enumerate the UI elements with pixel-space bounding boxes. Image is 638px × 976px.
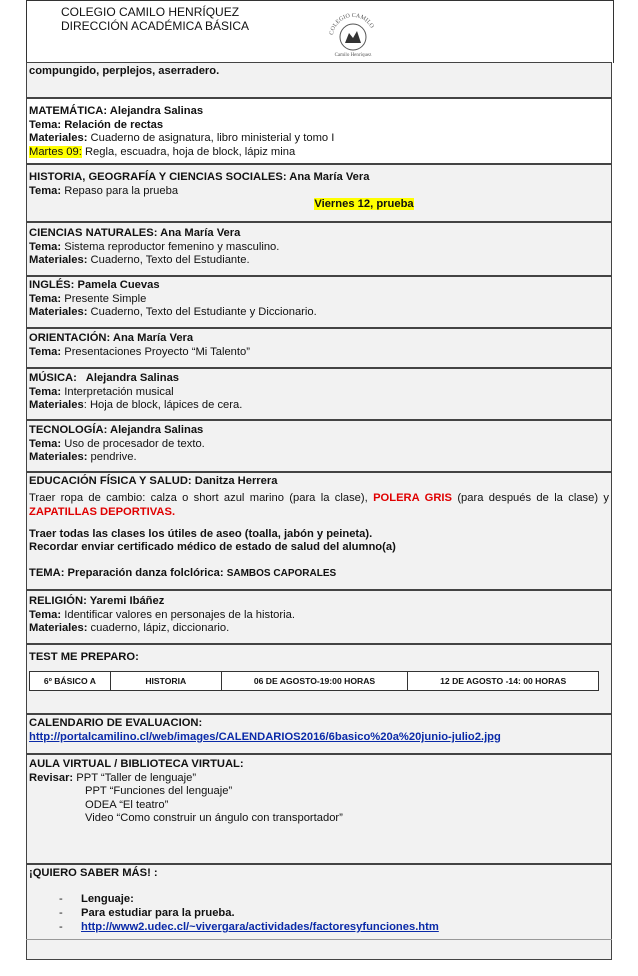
- ciencias-materiales: Cuaderno, Texto del Estudiante.: [87, 254, 250, 267]
- tecnologia-tema: Uso de procesador de texto.: [61, 437, 205, 450]
- section-religion: [26, 590, 612, 644]
- historia-tema: Repaso para la prueba: [61, 184, 179, 197]
- historia-prueba-note: Viernes 12, prueba: [314, 198, 414, 211]
- educacion-zapatillas: ZAPATILLAS DEPORTIVAS.: [29, 505, 176, 518]
- religion-tema: Identificar valores en personajes de la historia.: [61, 608, 295, 621]
- section-tecnologia: [26, 420, 612, 472]
- school-name: COLEGIO CAMILO HENRÍQUEZ: [61, 5, 240, 19]
- historia-title: HISTORIA, GEOGRAFÍA Y CIENCIAS SOCIALES: Ana María Vera: [29, 171, 370, 183]
- section-musica: [26, 368, 612, 420]
- section-historia: [26, 164, 612, 222]
- ingles-tema-label: Tema:: [29, 292, 62, 305]
- section-ingles: [26, 276, 612, 328]
- aula-revisar-label: Revisar:: [29, 771, 74, 784]
- section-calendario: [26, 714, 612, 754]
- matematica-tema: Tema: Relación de rectas: [29, 118, 164, 131]
- quiero-list: [29, 892, 609, 934]
- religion-materiales-label: Materiales:: [29, 622, 88, 635]
- educacion-text1: Traer ropa de cambio: calza o short azul marino (para la clase),: [29, 491, 374, 504]
- test-subject: HISTORIA: [111, 672, 222, 690]
- orientacion-tema: Presentaciones Proyecto “Mi Talento”: [61, 345, 250, 358]
- educacion-certificado: Recordar enviar certificado médico de estado de salud del alumno(a): [29, 541, 396, 554]
- musica-title: MÚSICA: Alejandra Salinas: [29, 372, 180, 384]
- tecnologia-materiales: pendrive.: [87, 451, 137, 464]
- test-course: 6º BÁSICO A: [30, 672, 111, 690]
- musica-tema-label: Tema:: [29, 385, 62, 398]
- section-test: [26, 644, 612, 714]
- musica-materiales-label: Materiales: [29, 399, 84, 412]
- ciencias-materiales-label: Materiales:: [29, 254, 88, 267]
- matematica-martes: Regla, escuadra, hoja de block, lápiz mina: [81, 145, 296, 158]
- section-ciencias: [26, 222, 612, 276]
- quiero-link[interactable]: http://www2.udec.cl/~vivergara/actividades/factoresyfunciones.htm: [81, 920, 439, 933]
- test-table-row: [29, 671, 599, 691]
- aula-item: PPT “Taller de lenguaje”: [76, 771, 197, 784]
- quiero-link-item: [59, 920, 609, 934]
- matematica-materiales-label: Materiales:: [29, 132, 88, 145]
- ciencias-tema: Sistema reproductor femenino y masculino.: [61, 240, 280, 253]
- matematica-materiales: Cuaderno de asignatura, libro ministerial y tomo I: [87, 132, 335, 145]
- educacion-polera: POLERA GRIS: [373, 491, 452, 504]
- vocab-section: [26, 62, 612, 98]
- ciencias-tema-label: Tema:: [29, 240, 62, 253]
- test-title: TEST ME PREPARO:: [29, 651, 139, 663]
- aula-item: Video “Como construir un ángulo con transportador”: [85, 812, 343, 825]
- section-orientacion: [26, 328, 612, 368]
- ingles-materiales: Cuaderno, Texto del Estudiante y Diccionario.: [87, 306, 317, 319]
- calendario-title: CALENDARIO DE EVALUACION:: [29, 717, 203, 729]
- aula-item: ODEA “El teatro”: [85, 798, 169, 811]
- section-quiero-saber: [26, 864, 612, 960]
- svg-text:Camilo Henríquez: Camilo Henríquez: [334, 53, 372, 58]
- department-name: DIRECCIÓN ACADÉMICA BÁSICA: [61, 19, 250, 33]
- vocab-line: compungido, perplejos, aserradero.: [29, 65, 220, 77]
- musica-tema: Interpretación musical: [61, 385, 174, 398]
- ciencias-title: CIENCIAS NATURALES: Ana María Vera: [29, 227, 241, 239]
- section-matematica: [26, 98, 612, 164]
- educacion-tema-label: TEMA: Preparación danza folclórica:: [29, 566, 224, 579]
- musica-materiales: : Hoja de block, lápices de cera.: [83, 399, 243, 412]
- orientacion-title: ORIENTACIÓN: Ana María Vera: [29, 332, 194, 344]
- educacion-title: EDUCACIÓN FÍSICA Y SALUD: Danitza Herrera: [29, 475, 278, 487]
- educacion-tema: SAMBOS CAPORALES: [226, 567, 337, 579]
- educacion-aseo: Traer todas las clases los útiles de aseo (toalla, jabón y peineta).: [29, 527, 373, 540]
- calendario-link[interactable]: http://portalcamilino.cl/web/images/CALENDARIOS2016/6basico%20a%20junio-julio2.jpg: [29, 730, 501, 743]
- orientacion-tema-label: Tema:: [29, 345, 62, 358]
- religion-materiales: cuaderno, lápiz, diccionario.: [87, 622, 230, 635]
- tecnologia-materiales-label: Materiales:: [29, 451, 88, 464]
- matematica-martes-label: Martes 09:: [29, 145, 82, 158]
- quiero-item: - Lenguaje:: [59, 892, 609, 906]
- section-educacion-fisica: [26, 472, 612, 590]
- document-header: [26, 0, 614, 63]
- aula-item: PPT “Funciones del lenguaje”: [85, 785, 233, 798]
- test-end: 12 DE AGOSTO -14: 00 HORAS: [440, 676, 567, 686]
- ingles-title: INGLÉS: Pamela Cuevas: [29, 279, 160, 291]
- school-seal-logo: [323, 7, 383, 59]
- quiero-title: ¡QUIERO SABER MÁS! :: [29, 867, 158, 879]
- section-divider: [26, 939, 612, 940]
- aula-title: AULA VIRTUAL / BIBLIOTECA VIRTUAL:: [29, 758, 244, 770]
- religion-title: RELIGIÓN: Yaremi Ibáñez: [29, 595, 165, 607]
- svg-text:COLEGIO CAMILO: COLEGIO CAMILO: [329, 12, 375, 36]
- tecnologia-title: TECNOLOGÍA: Alejandra Salinas: [29, 424, 204, 436]
- quiero-item: - Para estudiar para la prueba.: [59, 906, 609, 920]
- tecnologia-tema-label: Tema:: [29, 437, 62, 450]
- religion-tema-label: Tema:: [29, 608, 62, 621]
- ingles-materiales-label: Materiales:: [29, 306, 88, 319]
- historia-tema-label: Tema:: [29, 184, 62, 197]
- section-aula-virtual: [26, 754, 612, 864]
- educacion-text2: (para después de la clase) y: [451, 491, 610, 504]
- ingles-tema: Presente Simple: [61, 292, 147, 305]
- matematica-title: MATEMÁTICA: Alejandra Salinas: [29, 105, 204, 117]
- test-start: 06 DE AGOSTO-19:00 HORAS: [222, 672, 409, 690]
